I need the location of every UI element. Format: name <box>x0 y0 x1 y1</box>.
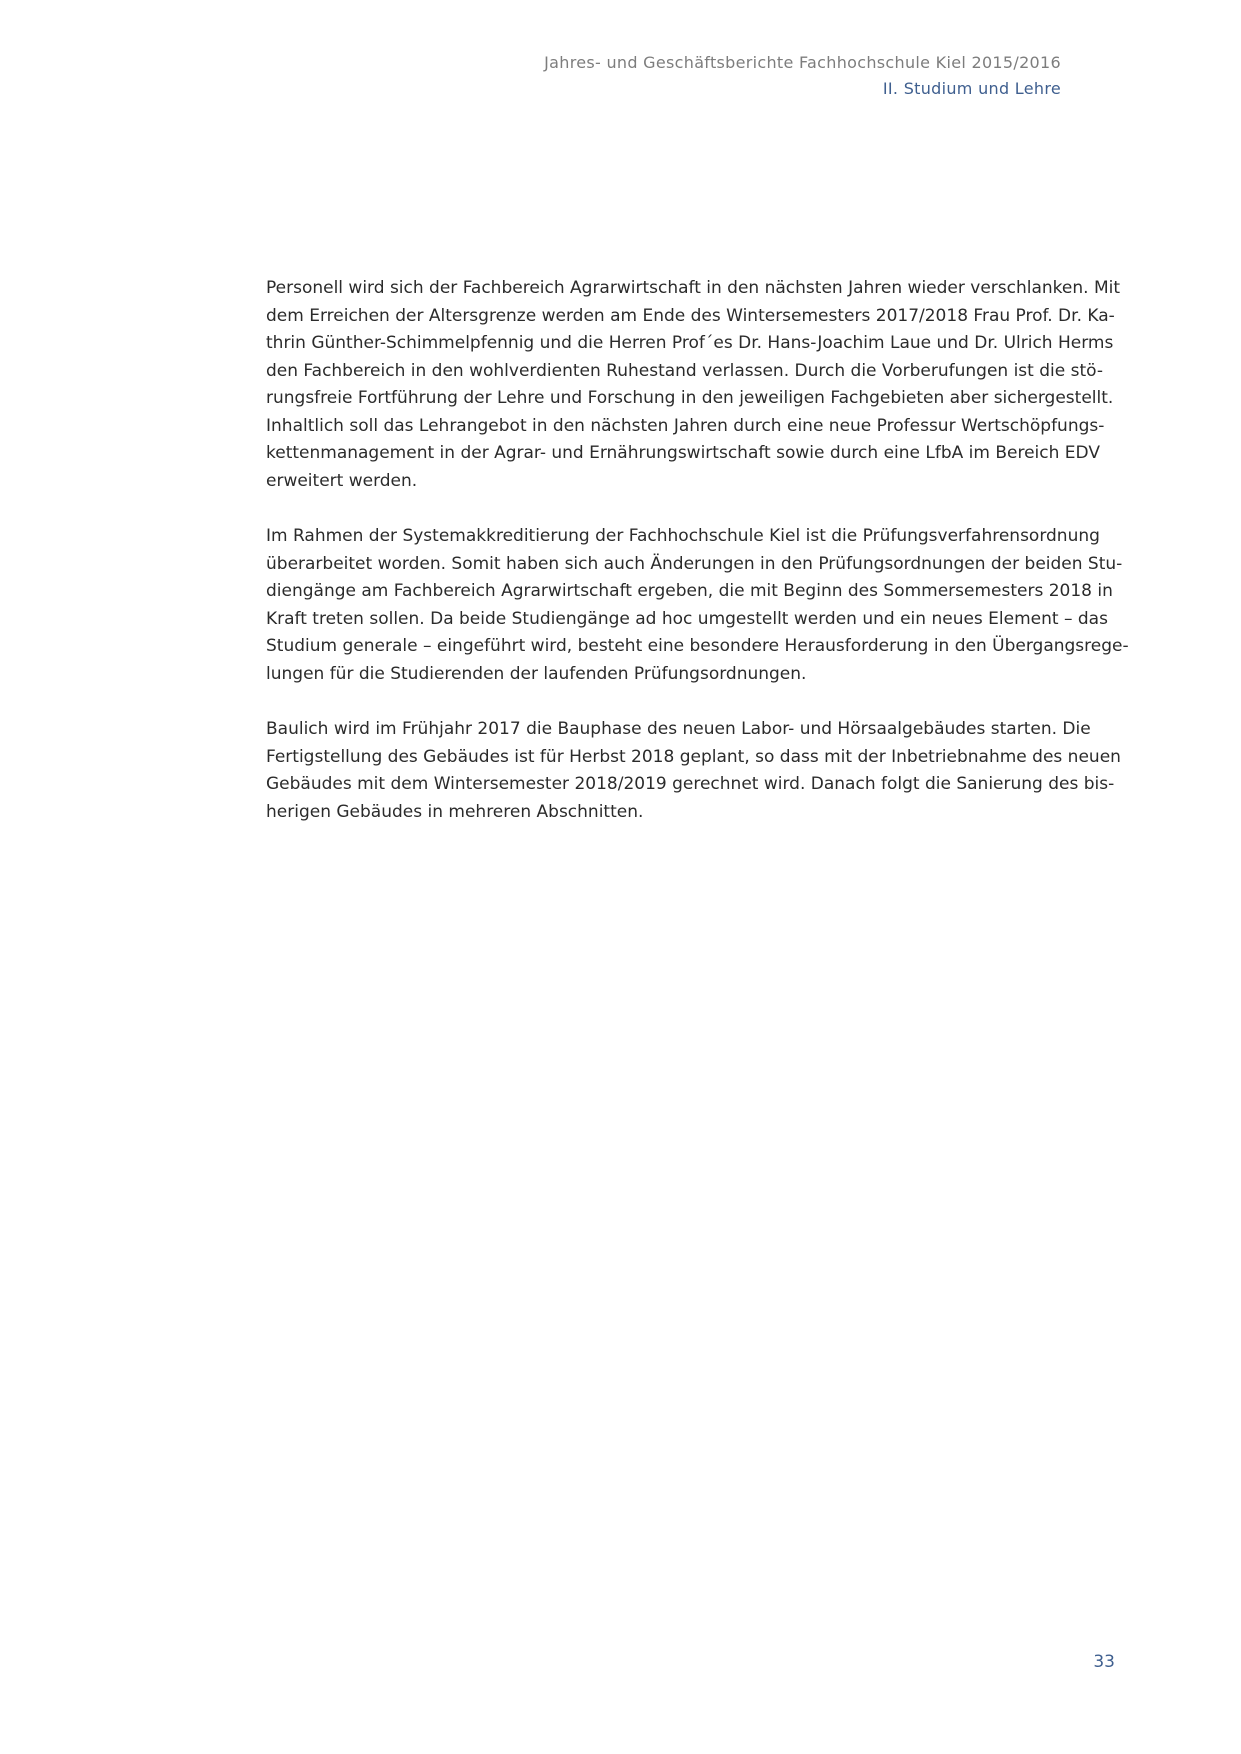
text-line: Kraft treten sollen. Da beide Studiengänge ad hoc umgestellt werden und ein neues Element – das <box>266 608 1108 629</box>
text-line: rungsfreie Fortführung der Lehre und Forschung in den jeweiligen Fachgebieten aber sichergestellt. <box>266 388 1114 408</box>
text-line: Inhaltlich soll das Lehrangebot in den nächsten Jahren durch eine neue Professur Wertschöpfungs- <box>266 415 1105 436</box>
text-line: thrin Günther-Schimmelpfennig und die Herren Prof´es Dr. Hans-Joachim Laue und Dr. Ulrich Herms <box>266 333 1114 353</box>
text-line: überarbeitet worden. Somit haben sich auch Änderungen in den Prüfungsordnungen der beiden Stu- <box>266 553 1123 574</box>
paragraph-construction <box>266 716 1121 826</box>
paragraph-accreditation <box>266 523 1129 688</box>
text-line: Fertigstellung des Gebäudes ist für Herbst 2018 geplant, so dass mit der Inbetriebnahme des neuen <box>266 746 1121 767</box>
text-line: herigen Gebäudes in mehreren Abschnitten. <box>266 801 644 822</box>
text-line: kettenmanagement in der Agrar- und Ernährungswirtschaft sowie durch eine LfbA im Bereich EDV <box>266 443 1100 463</box>
page-header <box>544 50 1061 102</box>
text-line: Gebäudes mit dem Wintersemester 2018/2019 gerechnet wird. Danach folgt die Sanierung des bis- <box>266 774 1115 794</box>
text-line: Baulich wird im Frühjahr 2017 die Bauphase des neuen Labor- und Hörsaalgebäudes starten. Die <box>266 719 1091 739</box>
report-title: Jahres- und Geschäftsberichte Fachhochschule Kiel 2015/2016 <box>544 53 1061 72</box>
text-line: erweitert werden. <box>266 470 418 491</box>
page-number: 33 <box>1093 1652 1115 1672</box>
text-line: lungen für die Studierenden der laufenden Prüfungsordnungen. <box>266 663 807 684</box>
section-title: II. Studium und Lehre <box>882 79 1061 98</box>
body-text <box>266 275 1129 854</box>
text-line: Personell wird sich der Fachbereich Agrarwirtschaft in den nächsten Jahren wieder verschlanken. Mit <box>266 278 1121 298</box>
text-line: dem Erreichen der Altersgrenze werden am Ende des Wintersemesters 2017/2018 Frau Prof. Dr. Ka- <box>266 305 1115 326</box>
text-line: Studium generale – eingeführt wird, besteht eine besondere Herausforderung in den Übergangsrege- <box>266 636 1129 656</box>
text-line: den Fachbereich in den wohlverdienten Ruhestand verlassen. Durch die Vorberufungen ist die stö- <box>266 360 1103 381</box>
paragraph-staffing <box>266 275 1121 495</box>
text-line: Im Rahmen der Systemakkreditierung der Fachhochschule Kiel ist die Prüfungsverfahrensordnung <box>266 526 1100 546</box>
text-line: diengänge am Fachbereich Agrarwirtschaft ergeben, die mit Beginn des Sommersemesters 2018 in <box>266 581 1113 601</box>
